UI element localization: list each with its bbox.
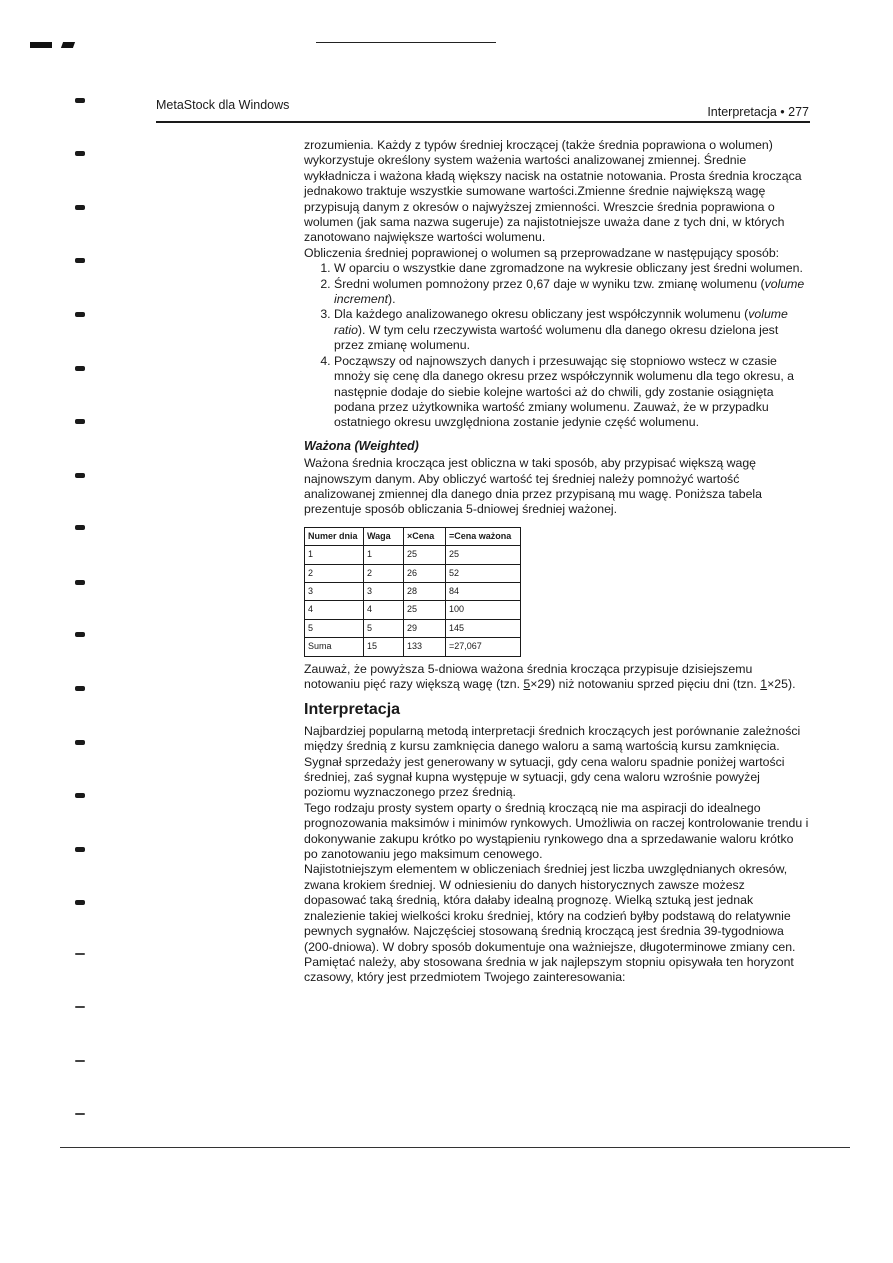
binder-hole-mark [75, 1006, 85, 1008]
page-number: Interpretacja • 277 [707, 105, 809, 119]
step-text: W oparciu o wszystkie dane zgromadzone na wykresie obliczany jest średni wolumen. [334, 261, 803, 276]
bottom-rule [60, 1147, 850, 1148]
paragraph: Ważona średnia krocząca jest obliczna w taki sposób, aby przypisać większą wagę najnowszym danym. Aby obliczyć wartość tej średniej należy pomnożyć wartość analizowanej zmiennej dla danego dnia przez przypisaną mu wagę. Poniższa tabela prezentuje sposób obliczania 5-dniowej średniej ważonej. [304, 456, 762, 517]
table-cell: 1 [364, 546, 404, 564]
table-cell: 3 [305, 582, 364, 600]
list-item [334, 277, 809, 308]
binder-hole-mark [75, 580, 85, 585]
binder-hole-mark [75, 258, 85, 263]
step-text: Począwszy od najnowszych danych i przesuwając się stopniowo wstecz w czasie mnoży się cenę dla danego okresu przez współczynnik wolumenu dla tego okresu, a następnie dodaje do siebie kolejne wartości aż do chwili, gdy zostanie osiągnięta podana przez użytkownika wartość zmiany wolumenu. Zauważ, że w przypadku ostatniego okresu uwzględniona zostanie jedynie część wolumenu. [334, 353, 795, 430]
step-text: ). [388, 292, 396, 307]
scan-mark [30, 42, 52, 48]
page-body [304, 138, 809, 986]
binder-hole-mark [75, 312, 85, 317]
note-text: ×29) niż notowaniu sprzed pięciu dni (tzn. [530, 677, 761, 691]
binder-hole-mark [75, 953, 85, 955]
paragraph: Tego rodzaju prosty system oparty o średnią kroczącą nie ma aspiracji do idealnego prognozowania maksimów i minimów rynkowych. Umożliwia on raczej kontrolowanie trendu i dokonywanie zakupu krótko po wystąpieniu rynkowego dna a sprzedawanie waloru krótko po zanotowaniu jego maksimum cenowego. [304, 800, 809, 862]
paragraph: Najistotniejszym elementem w obliczeniach średniej jest liczba uwzględnianych okresów, zwana krokiem średniej. W odniesieniu do danych historycznych zawsze możesz dopasować taką średnią, która dałaby idealną prognozę. Wielką sztuką jest jednak znalezienie takiej wielkości kroku średniej, który na codzień byłby podstawą do relatywnie pewnych sygnałów. Najczęściej stosowaną średnią kroczącą jest średnia 39-tygodniowa (200-dniowa). W dobry sposób dokumentuje ona ważniejsze, długoterminowe zmiany cen. Pamiętać należy, aby stosowana średnia w jak najlepszym stopniu opisywała ten horyzont czasowy, który jest przedmiotem Twojego zainteresowania: [304, 862, 796, 985]
binder-hole-mark [75, 366, 85, 371]
note-text: ×25). [767, 677, 796, 691]
binder-hole-mark [75, 632, 85, 637]
table-cell: 100 [446, 601, 521, 619]
table-cell: 1 [305, 546, 364, 564]
table-cell: 84 [446, 582, 521, 600]
note-text: Zauważ, że powyższa 5-dniowa ważona średnia krocząca przypisuje dzisiejszemu notowaniu pięć razy większą wagę (tzn. [304, 661, 753, 691]
binder-hole-mark [75, 1060, 85, 1062]
book-title: MetaStock dla Windows [156, 98, 290, 112]
table-cell: 25 [404, 546, 446, 564]
binder-hole-mark [75, 473, 85, 478]
table-cell: 5 [305, 619, 364, 637]
step-text: ). W tym celu rzeczywista wartość wolumenu dla danego okresu dzielona jest przez zmianę wolumenu. [334, 322, 779, 353]
table-cell: 2 [305, 564, 364, 582]
paragraph: zrozumienia. Każdy z typów średniej kroczącej (także średnia poprawiona o wolumen) wykorzystuje określony system ważenia wartości analizowanej zmiennej. Średnie wykładnicza i ważona kładą większy nacisk na ostatnie notowania. Prosta średnia krocząca jednakowo traktuje wszystkie sumowane wartości.Zmienne średnie największą wagę przypisują danym z okresów o najwyższej zmienności. Wreszcie średnia poprawiona o wolumen (jak sama nazwa sugeruje) za najistotniejsze uważa dane z tych dni, w których zanotowano największe wartości wolumenu. [304, 138, 802, 245]
column-header: Numer dnia [305, 527, 364, 545]
table-cell: 4 [364, 601, 404, 619]
binder-hole-mark [75, 98, 85, 103]
weighted-average-table [304, 527, 521, 657]
column-header: =Cena ważona [446, 527, 521, 545]
binder-hole-mark [75, 793, 85, 798]
table-cell: 133 [404, 638, 446, 656]
table-cell: 52 [446, 564, 521, 582]
table-cell: 145 [446, 619, 521, 637]
table-cell: 28 [404, 582, 446, 600]
table-cell: 2 [364, 564, 404, 582]
list-item [334, 261, 809, 276]
table-cell: 15 [364, 638, 404, 656]
table-row [305, 619, 521, 637]
table-row [305, 546, 521, 564]
binder-hole-mark [75, 900, 85, 905]
table-header-row [305, 527, 521, 545]
binder-hole-mark [75, 525, 85, 530]
scan-mark [61, 42, 75, 48]
column-header: ×Cena [404, 527, 446, 545]
table-row [305, 582, 521, 600]
paragraph: Obliczenia średniej poprawionej o wolumen są przeprowadzane w następujący sposób: [304, 245, 780, 260]
underlined-number: 5 [523, 677, 531, 691]
binder-hole-mark [75, 1113, 85, 1115]
paragraph [304, 662, 809, 693]
underlined-number: 1 [760, 677, 768, 691]
steps-list [304, 261, 809, 430]
step-text: Średni wolumen pomnożony przez 0,67 daje w wyniku tzw. zmianę wolumenu ( [334, 276, 765, 291]
table-cell: 25 [404, 601, 446, 619]
paragraph: Najbardziej popularną metodą interpretacji średnich kroczących jest porównanie zależności między średnią z kursu zamknięcia danego waloru a samą wartością kursu zamknięcia. Sygnał sprzedaży jest generowany w sytuacji, gdy cena waloru spadnie poniżej wartości średniej, zaś sygnał kupna występuje w sytuacji, gdy cena waloru wzrośnie powyżej poziomu wyznaczonego przez średnią. [304, 723, 801, 800]
running-head [156, 98, 809, 120]
binder-hole-mark [75, 419, 85, 424]
header-rule [156, 121, 810, 123]
table-cell: 5 [364, 619, 404, 637]
table-cell: 29 [404, 619, 446, 637]
binder-hole-mark [75, 847, 85, 852]
table-cell: 3 [364, 582, 404, 600]
term-volume-increment: volume increment [334, 276, 805, 307]
binder-hole-mark [75, 205, 85, 210]
term-volume-ratio: volume ratio [334, 307, 788, 337]
list-item [334, 354, 809, 431]
binder-hole-mark [75, 151, 85, 156]
table-cell: =27,067 [446, 638, 521, 656]
table-row [305, 638, 521, 656]
table-cell: Suma [305, 638, 364, 656]
section-title: Interpretacja [304, 701, 401, 719]
binder-hole-mark [75, 686, 85, 691]
table-cell: 26 [404, 564, 446, 582]
subsection-title: Ważona (Weighted) [304, 438, 419, 453]
binder-hole-mark [75, 740, 85, 745]
table-cell: 25 [446, 546, 521, 564]
column-header: Waga [364, 527, 404, 545]
table-row [305, 564, 521, 582]
step-text: Dla każdego analizowanego okresu obliczany jest współczynnik wolumenu ( [334, 307, 749, 322]
table-row [305, 601, 521, 619]
table-cell: 4 [305, 601, 364, 619]
scan-line [316, 42, 496, 43]
list-item [334, 307, 809, 353]
